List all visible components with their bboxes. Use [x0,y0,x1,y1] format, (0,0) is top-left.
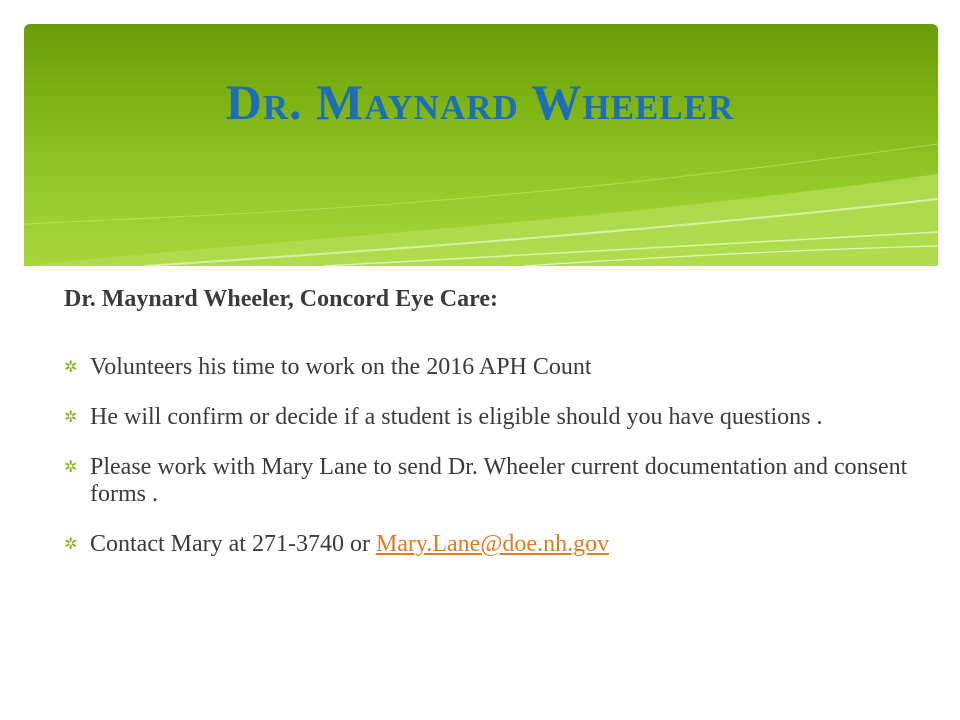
asterisk-bullet-icon: ✲ [64,359,78,376]
asterisk-bullet-icon: ✲ [64,536,78,553]
bullet-text: Contact Mary at 271-3740 or [90,531,376,557]
list-item [64,354,924,381]
list-item [64,454,924,508]
slide-title: Dr. Maynard Wheeler [225,74,735,130]
bullet-list [64,354,924,558]
asterisk-bullet-icon: ✲ [64,409,78,426]
banner-wave-decoration [24,24,938,266]
email-link[interactable]: Mary.Lane@doe.nh.gov [375,531,610,557]
list-item [64,404,924,431]
asterisk-bullet-icon: ✲ [64,459,78,476]
list-item [64,531,924,558]
bullet-text: Please work with Mary Lane to send Dr. Wheeler current documentation and consent forms . [90,454,908,507]
title-banner [24,24,938,266]
slide-body [64,282,924,581]
subheading: Dr. Maynard Wheeler, Concord Eye Care: [64,286,498,312]
bullet-text: Volunteers his time to work on the 2016 APH Count [90,354,592,380]
bullet-text: He will confirm or decide if a student is eligible should you have questions . [90,404,823,430]
